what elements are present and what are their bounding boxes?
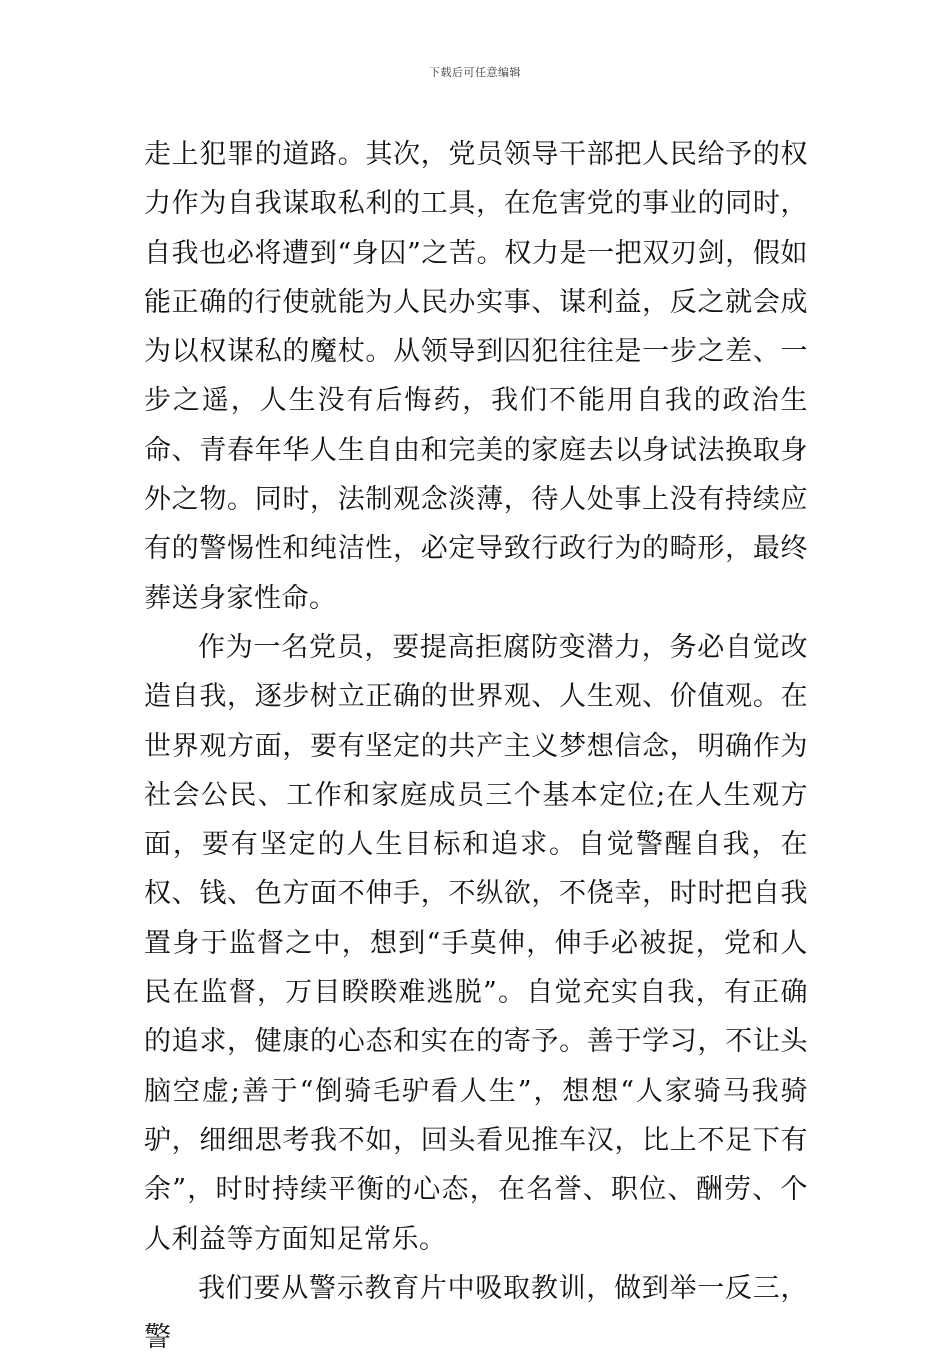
paragraph-2: 作为一名党员，要提高拒腐防变潜力，务必自觉改造自我，逐步树立正确的世界观、人生观、价值观。在世界观方面，要有坚定的共产主义梦想信念，明确作为社会公民、工作和家庭成员三个基本定位;在人生观方面，要有坚定的人生目标和追求。自觉警醒自我，在权、钱、色方面不伸手，不纵欲，不侥幸，时时把自我置身于监督之中，想到“手莫伸，伸手必被捉，党和人民在监督，万目睽睽难逃脱”。自觉充实自我，有正确的追求，健康的心态和实在的寄予。善于学习，不让头脑空虚;善于“倒骑毛驴看人生”，想想“人家骑马我骑驴，细细思考我不如，回头看见推车汉，比上不足下有余”，时时持续平衡的心态，在名誉、职位、酬劳、个人利益等方面知足常乐。: [144, 631, 808, 1255]
paragraph-1: 走上犯罪的道路。其次，党员领导干部把人民给予的权力作为自我谋取私利的工具，在危害党的事业的同时，自我也必将遭到“身囚”之苦。权力是一把双刃剑，假如能正确的行使就能为人民办实事、谋利益，反之就会成为以权谋私的魔杖。从领导到囚犯往往是一步之差、一步之遥，人生没有后悔药，我们不能用自我的政治生命、青春年华人生自由和完美的家庭去以身试法换取身外之物。同时，法制观念淡薄，待人处事上没有持续应有的警惕性和纯洁性，必定导致行政行为的畸形，最终葬送身家性命。: [144, 139, 808, 614]
page-header: 下载后可任意编辑: [429, 66, 521, 79]
document-body: [144, 130, 808, 1362]
paragraph-3: 我们要从警示教育片中吸取教训，做到举一反三，警: [144, 1272, 808, 1354]
